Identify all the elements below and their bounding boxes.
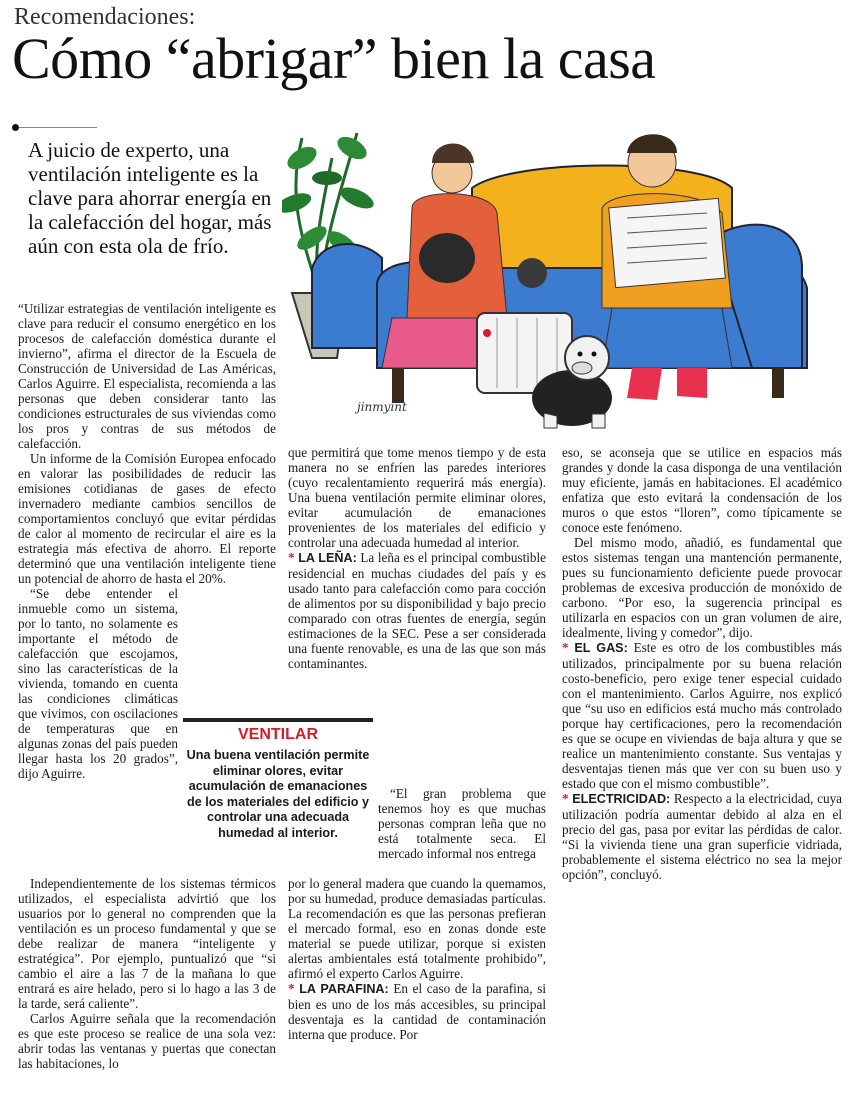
section-text: Este es otro de los combustibles más utilizados, principalmente por su buena relación costo-beneficio, pero exige tener especial cuidado con el mantenimiento. Carlos Aguirre, nos explicó que “su uso en edificios está mucho más controlado porque hay certificaciones, pero la recomendación es que se ocupe en viviendas de baja altura y que se realice un mantenimiento constante. Sus ventajas y desventajas tienen más que ver con su buen uso y estado que con el mismo combustible”. [562,640,843,791]
paragraph: eso, se aconseja que se utilice en espacios más grandes y donde la casa disponga de una ventilación muy eficiente, jamás en habitaciones. El académico enfatiza que esto evitará la condensación de los muros o que estos “lloren”, como típicamente se conoce este fenómeno. [562,445,842,535]
column-1 [18,301,276,781]
divider [19,127,97,128]
section-lena [288,550,546,671]
headline: Cómo “abrigar” bien la casa [12,26,656,91]
paragraph: por lo general madera que cuando la quemamos, por su humedad, produce demasiadas partículas. La recomendación es que las personas prefieran el mercado formal, eso en zonas donde este material se puede utilizar, porque si existen alertas ambientales está totalmente prohibido”, afirmó el experto Carlos Aguirre. [288,876,546,981]
section-label: LA LEÑA: [298,551,357,565]
star-bullet-icon: * [288,550,299,565]
column-3 [562,445,842,882]
section-text: Respecto a la electricidad, cuya utilización podría aumentar debido al alza en el precio del gas, pasa por evitar las pérdidas de calor. “Si la vivienda tiene una gran superficie vidriada, probablemente el sistema eléctrico no sea la mejor opción”, concluyó. [562,791,843,882]
column-1-continued [18,876,276,1071]
cartoon-illustration [282,118,847,440]
paragraph: Del mismo modo, añadió, es fundamental que estos sistemas tengan una mantención permanente, pues su funcionamiento deficiente puede provocar problemas de excesiva producción de monóxido de carbono. “Por eso, la sugerencia principal es utilizarla en espacios con un gran volumen de aire, idealmente, living y comedor”, dijo. [562,535,842,640]
paragraph: “Utilizar estrategias de ventilación inteligente es clave para reducir el consumo energético en los procesos de calefacción doméstica durante el invierno”, afirma el director de la Escuela de Construcción de Universidad de Las Américas, Carlos Aguirre. El especialista, recomienda a las personas que deben considerar tanto las condiciones estructurales de sus viviendas como los pros y contras de sus métodos de calefacción. [18,301,276,451]
column-2-bottom [288,876,546,1042]
callout-box [183,718,373,848]
paragraph: “El gran problema que tenemos hoy es que muchas personas compran leña que no está totalmente seca. El mercado informal nos entrega [378,786,546,861]
section-label: LA PARAFINA: [299,982,389,996]
paragraph: “Se debe entender el inmueble como un sistema, por lo tanto, no solamente es importante el método de calefacción que escojamos, sino las características de la vivienda, tomando en cuenta las condiciones climáticas que vivimos, con oscilaciones de temperaturas que en algunas zonas del país pueden llegar hasta los 20 grados”, dijo Aguirre. [18,586,178,781]
column-2-quote [378,786,546,861]
bullet-dot [12,124,19,131]
section-text: En el caso de la parafina, si bien es uno de los más accesibles, su principal desventaja es la cantidad de contaminación interna que produce. Por [288,981,547,1042]
paragraph: que permitirá que tome menos tiempo y de esta manera no se enfríen las paredes interiores (cuyo recalentamiento requerirá más energía). Una buena ventilación permite eliminar olores, evitar acumulación de emanaciones provenientes de los materiales del edificio y controlar una adecuada humedad al interior. [288,445,546,550]
section-parafina [288,981,546,1042]
star-bullet-icon: * [288,981,300,996]
star-bullet-icon: * [562,791,573,806]
section-gas [562,640,842,791]
deck: A juicio de experto, una ventilación inteligente es la clave para ahorrar energía en la calefacción del hogar, más aún con esta ola de frío. [28,138,272,258]
callout-body: Una buena ventilación permite eliminar olores, evitar acumulación de emanaciones de los materiales del edificio y controlar una adecuada humedad al interior. [186,748,370,840]
illustration-signature: jinmyint [357,400,407,414]
section-label: EL GAS: [574,641,628,655]
paragraph: Independientemente de los sistemas térmicos utilizados, el especialista advirtió que los usuarios por lo general no comprenden que la ventilación es un proceso fundamental y que se debe realizar de manera “inteligente y estratégica”. Por ejemplo, puntualizó que “si cambio el aire a las 7 de la mañana lo que entrará es aire helado, pero si lo hago a las 3 de la tarde, será caliente”. [18,876,276,1011]
section-electricidad [562,791,842,882]
section-label: ELECTRICIDAD: [572,792,671,806]
section-text: La leña es el principal combustible residencial en muchas ciudades del país y es usado tanto para calefacción como para cocción de alimentos por su disponibilidad y bajo precio comparado con otras fuentes de energía, según estimaciones de la SEC. Pese a ser considerada una fuente renovable, es una de las que son más contaminantes. [288,550,547,671]
paragraph: Un informe de la Comisión Europea enfocado en valorar las posibilidades de reducir las emisiones cotidianas de gases de efecto invernadero mediante cambios sencillos de comportamientos concluyó que evitar pérdidas de calor al momento de recircular el aire es la estrategia más efectiva de ahorro. El reporte determinó que una ventilación inteligente tiene un potencial de ahorro de hasta el 20%. [18,451,276,586]
kicker: Recomendaciones: [14,4,196,30]
star-bullet-icon: * [562,640,575,655]
column-2 [288,445,546,671]
callout-rule [183,718,373,722]
paragraph: Carlos Aguirre señala que la recomendación es que este proceso se realice de una sola vez: abrir todas las ventanas y puertas que conectan las habitaciones, lo [18,1011,276,1071]
callout-title: VENTILAR [238,726,318,743]
